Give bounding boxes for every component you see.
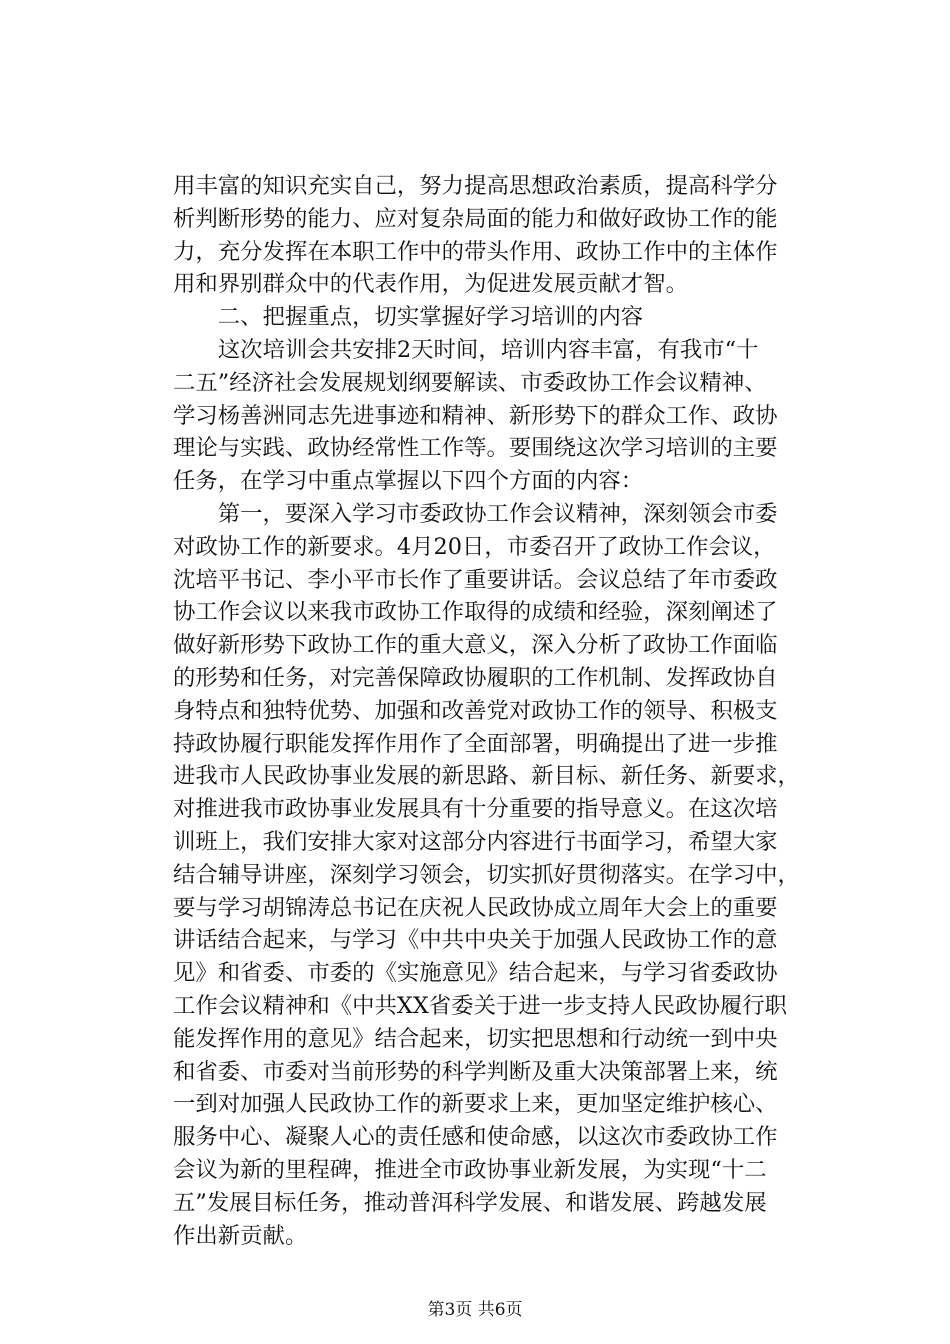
text-line: 见》和省委、市委的《实施意见》结合起来，与学习省委政协 xyxy=(173,960,778,987)
text-line: 对政协工作的新要求。4月20日，市委召开了政协工作会议， xyxy=(173,533,776,560)
text-line: 会议为新的里程碑，推进全市政协事业新发展，为实现“十二 xyxy=(173,1156,767,1183)
text-line: 作出新贡献。 xyxy=(173,1222,308,1249)
text-line: 讲话结合起来，与学习《中共中央关于加强人民政协工作的意 xyxy=(173,927,778,954)
text-line: 服务中心、凝聚人心的责任感和使命感，以这次市委政协工作 xyxy=(173,1124,778,1151)
text-line: 持政协履行职能发挥作用作了全面部署，明确提出了进一步推 xyxy=(173,730,778,757)
text-line: 五”发展目标任务，推动普洱科学发展、和谐发展、跨越发展 xyxy=(173,1189,767,1216)
body-text xyxy=(173,170,800,1252)
text-line: 对推进我市政协事业发展具有十分重要的指导意义。在这次培 xyxy=(173,796,778,823)
text-line: 工作会议精神和《中共XX省委关于进一步支持人民政协履行职 xyxy=(173,992,788,1019)
page-number-footer: 第3页 共6页 xyxy=(427,1300,523,1320)
section-heading: 二、把握重点，切实掌握好学习培训的内容 xyxy=(173,304,644,331)
text-line: 这次培训会共安排2天时间，培训内容丰富，有我市“十 xyxy=(173,336,759,363)
text-line: 二五”经济社会发展规划纲要解读、市委政协工作会议精神、 xyxy=(173,369,767,396)
text-line: 能发挥作用的意见》结合起来，切实把思想和行动统一到中央 xyxy=(173,1025,778,1052)
text-line: 训班上，我们安排大家对这部分内容进行书面学习，希望大家 xyxy=(173,828,778,855)
text-line: 用和界别群众中的代表作用，为促进发展贡献才智。 xyxy=(173,271,688,298)
text-line: 任务，在学习中重点掌握以下四个方面的内容： xyxy=(173,468,644,495)
text-line: 和省委、市委对当前形势的科学判断及重大决策部署上来，统 xyxy=(173,1058,778,1085)
text-line: 做好新形势下政协工作的重大意义，深入分析了政协工作面临 xyxy=(173,632,778,659)
text-line: 第一，要深入学习市委政协工作会议精神，深刻领会市委 xyxy=(173,500,778,527)
text-line: 进我市人民政协事业发展的新思路、新目标、新任务、新要求， xyxy=(173,763,800,790)
text-line: 用丰富的知识充实自己，努力提高思想政治素质，提高科学分 xyxy=(173,173,778,199)
text-line: 一到对加强人民政协工作的新要求上来，更加坚定维护核心、 xyxy=(173,1091,778,1118)
text-line: 协工作会议以来我市政协工作取得的成绩和经验，深刻阐述了 xyxy=(173,599,778,626)
text-line: 学习杨善洲同志先进事迹和精神、新形势下的群众工作、政协 xyxy=(173,402,778,429)
text-line: 析判断形势的能力、应对复杂局面的能力和做好政协工作的能 xyxy=(173,205,778,232)
text-line: 要与学习胡锦涛总书记在庆祝人民政协成立周年大会上的重要 xyxy=(173,894,778,921)
text-line: 结合辅导讲座，深刻学习领会，切实抓好贯彻落实。在学习中， xyxy=(173,861,800,888)
text-line: 的形势和任务，对完善保障政协履职的工作机制、发挥政协自 xyxy=(173,664,778,691)
text-line: 沈培平书记、李小平市长作了重要讲话。会议总结了年市委政 xyxy=(173,566,778,593)
text-line: 身特点和独特优势、加强和改善党对政协工作的领导、积极支 xyxy=(173,697,778,724)
text-line: 理论与实践、政协经常性工作等。要围绕这次学习培训的主要 xyxy=(173,435,778,462)
text-line: 力，充分发挥在本职工作中的带头作用、政协工作中的主体作 xyxy=(173,238,778,265)
